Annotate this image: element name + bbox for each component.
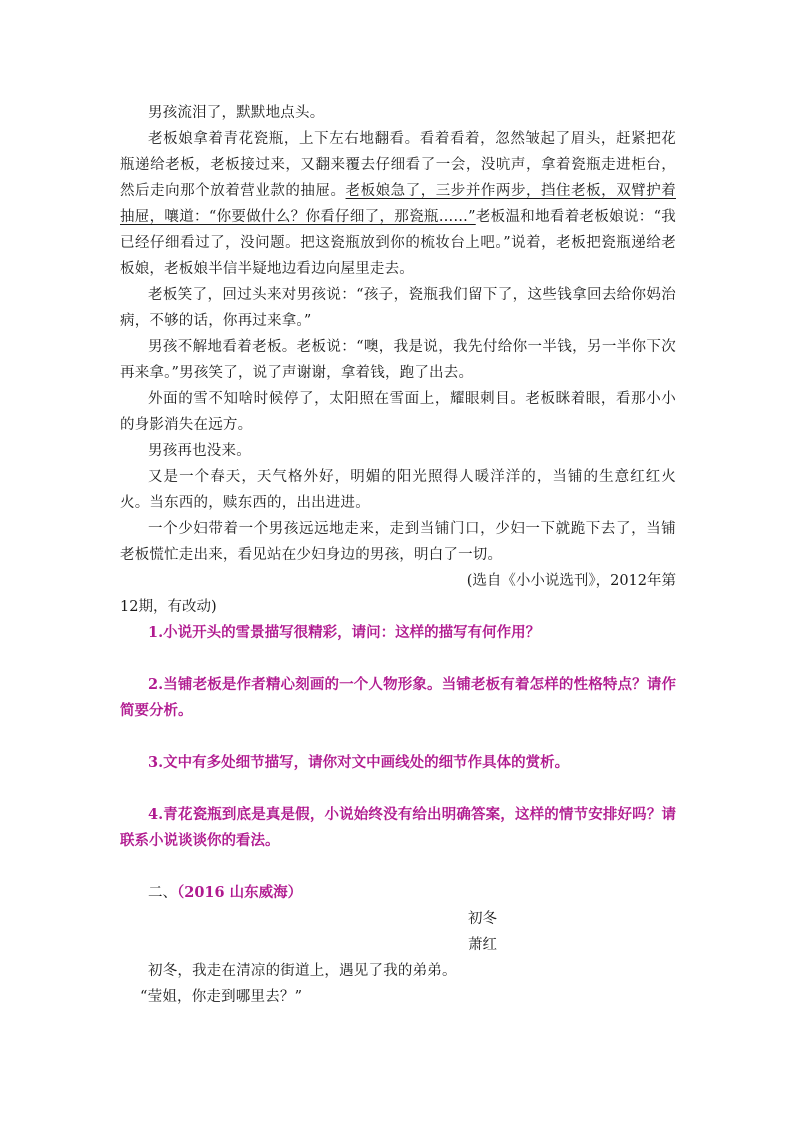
paragraph: 男孩不解地看着老板。老板说：“噢，我是说，我先付给你一半钱，另一半你下次再来拿。”男孩笑了，说了声谢谢，拿着钱，跑了出去。: [120, 339, 676, 381]
question-4: 4.青花瓷瓶到底是真是假，小说始终没有给出明确答案，这样的情节安排好吗？请联系小说谈谈你的看法。: [120, 806, 676, 849]
paragraph: 外面的雪不知啥时候停了，太阳照在雪面上，耀眼刺目。老板眯着眼，看那小小的身影消失在远方。: [120, 391, 676, 433]
paragraph-text: 老板娘拿着青花瓷瓶，上下左右地翻看。看着看着，忽然皱起了眉头，赶紧把花瓶递给老板，老板接过来，又翻来覆去仔细看了一会，没吭声，拿着瓷瓶走进柜台，然后走向那个放着营业款的抽屉。: [120, 131, 676, 199]
paragraph: “莹姐，你走到哪里去？”: [140, 989, 303, 1005]
source-citation: [120, 568, 676, 620]
section-number: 二、: [148, 885, 177, 901]
section-tag: （2016 山东威海）: [177, 884, 303, 901]
paragraph: 一个少妇带着一个男孩远远地走来，走到当铺门口，少妇一下就跪下去了，当铺老板慌忙走出来，看见站在少妇身边的男孩，明白了一切。: [120, 521, 676, 563]
section-heading: [120, 880, 676, 906]
paragraph: 初冬，我走在清凉的街道上，遇见了我的弟弟。: [148, 963, 457, 979]
paragraph: [120, 126, 676, 282]
paragraph: 老板笑了，回过头来对男孩说：“孩子，瓷瓶我们留下了，这些钱拿回去给你妈治病，不够的话，你再过来拿。”: [120, 287, 676, 329]
underlined-detail: 老板娘急了，三步并作两步，挡住老板，双臂护着抽屉，嚷道：“你要做什么？你看仔细了，那瓷瓶……”: [120, 183, 676, 225]
paragraph: 男孩再也没来。: [148, 443, 251, 459]
paragraph-text: 老板温和地看着老板娘说：“我已经仔细看过了，没问题。把这瓷瓶放到你的梳妆台上吧。”说着，老板把瓷瓶递给老板娘，老板娘半信半疑地边看边向屋里走去。: [120, 209, 676, 277]
story-title: 初冬: [468, 911, 497, 927]
document-content: [120, 100, 676, 1010]
question-1: 1.小说开头的雪景描写很精彩，请问：这样的描写有何作用？: [148, 624, 541, 641]
source-line-2: 12期，有改动): [120, 599, 217, 615]
source-line-1: (选自《小小说选刊》，2012年第: [466, 573, 676, 589]
paragraph: 男孩流泪了，默默地点头。: [148, 105, 325, 121]
question-3: 3.文中有多处细节描写，请你对文中画线处的细节作具体的赏析。: [148, 754, 570, 771]
paragraph: 又是一个春天，天气格外好，明媚的阳光照得人暖洋洋的，当铺的生意红红火火。当东西的，赎东西的，出出进进。: [120, 469, 676, 511]
story-author: 萧红: [468, 937, 497, 953]
question-2: 2.当铺老板是作者精心刻画的一个人物形象。当铺老板有着怎样的性格特点？请作简要分析。: [120, 676, 676, 719]
